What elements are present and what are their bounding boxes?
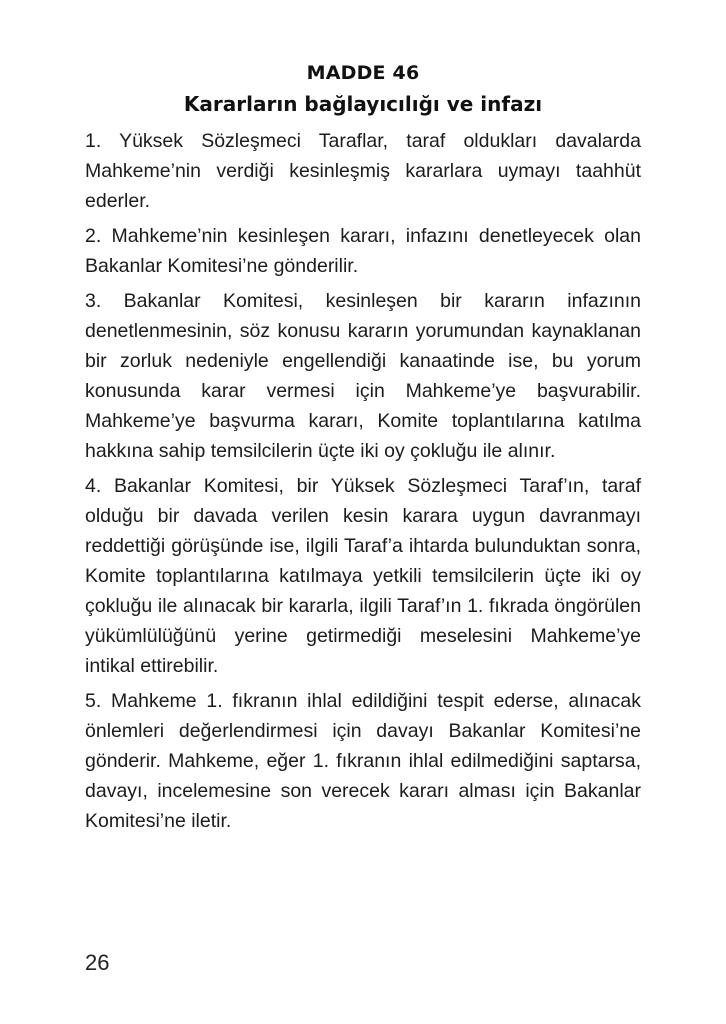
page-number: 26 xyxy=(85,950,110,975)
article-number: MADDE 46 xyxy=(306,62,420,84)
paragraph-3: 3. Bakanlar Komitesi, kesinleşen bir kararın infazının denetlenmesinin, söz konusu kararın yorumundan kaynaklanan bir zorluk nedeniyle engellendiği kanaatinde ise, bu yorum konusunda karar vermesi için Mahkeme’ye başvurabilir. Mahkeme’ye başvurma kararı, Komite toplantılarına katılma hakkına sahip temsilcilerin üçte iki oy çokluğu ile alınır. xyxy=(85,290,641,462)
paragraph-4: 4. Bakanlar Komitesi, bir Yüksek Sözleşmeci Taraf’ın, taraf olduğu bir davada verilen kesin karara uygun davranmayı reddettiği görüşünde ise, ilgili Taraf’a ihtarda bulunduktan sonra, Komite toplantılarına katılmaya yetkili temsilcilerin üçte iki oy çokluğu ile alınacak bir kararla, ilgili Taraf’ın 1. fıkrada öngörülen yükümlülüğünü yerine getirmediği meselesini Mahkeme’ye intikal ettirebilir. xyxy=(85,475,641,677)
paragraph-2: 2. Mahkeme’nin kesinleşen kararı, infazını denetleyecek olan Bakanlar Komitesi’ne gönderilir. xyxy=(85,225,641,277)
paragraph-1: 1. Yüksek Sözleşmeci Taraflar, taraf oldukları davalarda Mahkeme’nin verdiği kesinleşmiş kararlara uymayı taahhüt ederler. xyxy=(85,130,641,212)
paragraph-5: 5. Mahkeme 1. fıkranın ihlal edildiğini tespit ederse, alınacak önlemleri değerlendirmesi için davayı Bakanlar Komitesi’ne gönderir. Mahkeme, eğer 1. fıkranın ihlal edilmediğini saptarsa, davayı, incelemesine son verecek kararı alması için Bakanlar Komitesi’ne iletir. xyxy=(85,690,641,832)
document-page xyxy=(85,0,641,1024)
article-body xyxy=(85,126,641,841)
article-title: Kararların bağlayıcılığı ve infazı xyxy=(183,92,543,116)
